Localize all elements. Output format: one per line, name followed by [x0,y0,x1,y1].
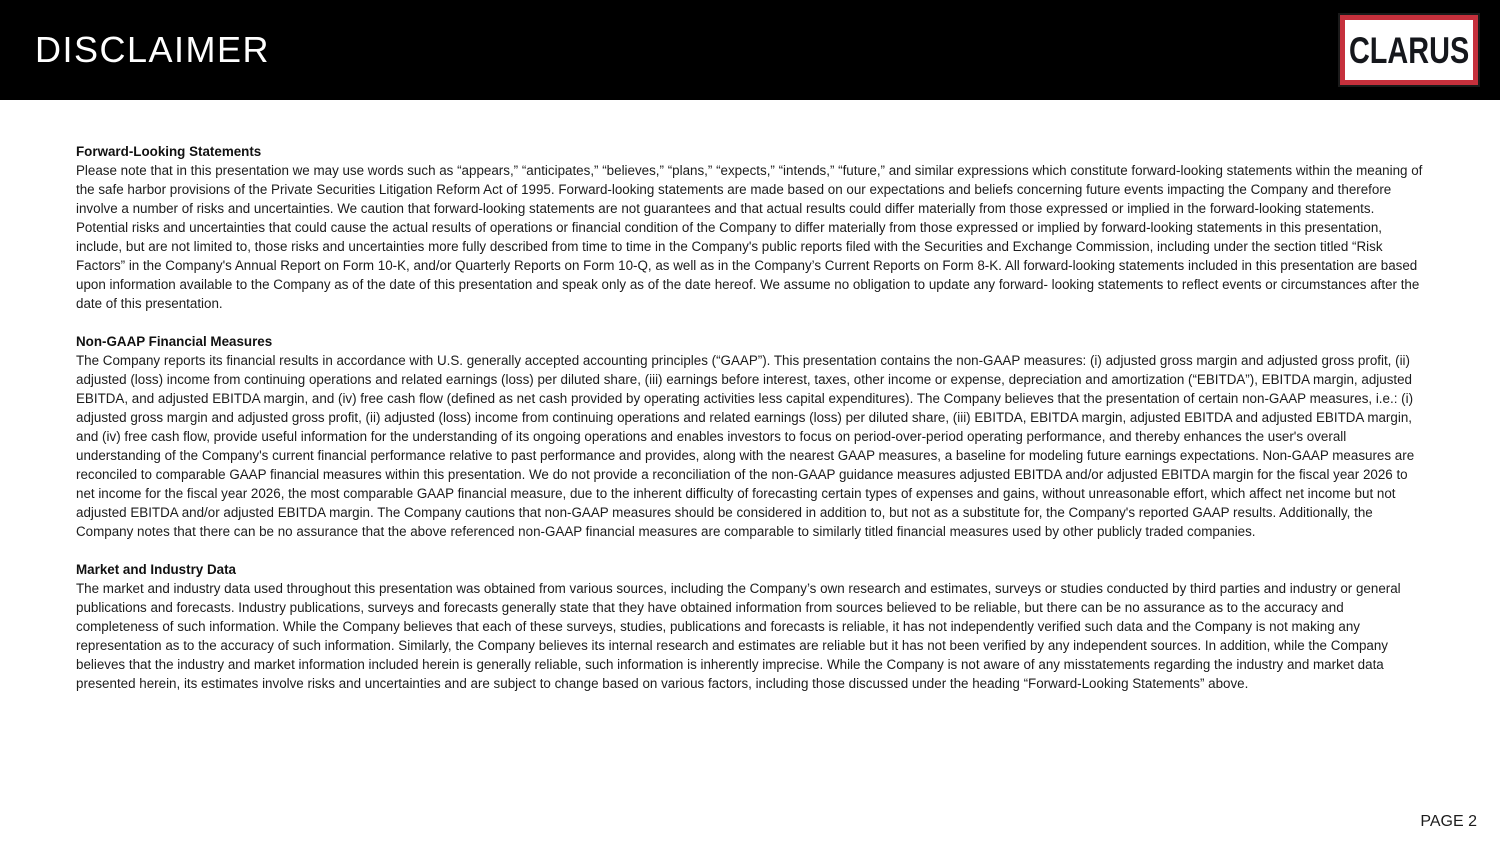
slide-header-bar [0,0,1500,100]
section-forward-looking-statements [76,142,1428,313]
page-title: DISCLAIMER [35,29,271,70]
clarus-logo [1340,15,1478,85]
section-non-gaap-financial-measures [76,332,1428,541]
section-paragraph: The Company reports its financial results in accordance with U.S. generally accepted accounting principles (“GAAP”). This presentation contains the non-GAAP measures: (i) adjusted gross margin and adjusted gross profit, (ii) adjusted (loss) income from continuing operations and related earnings (loss) per diluted share, (iii) earnings before interest, taxes, other income or expense, depreciation and amortization (“EBITDA”), EBITDA margin, adjusted EBITDA, and adjusted EBITDA margin, and (iv) free cash flow (defined as net cash provided by operating activities less capital expenditures). The Company believes that the presentation of certain non-GAAP measures, i.e.: (i) adjusted gross margin and adjusted gross profit, (ii) adjusted (loss) income from continuing operations and related earnings (loss) per diluted share, (iii) EBITDA, EBITDA margin, adjusted EBITDA and adjusted EBITDA margin, and (iv) free cash flow, provide useful information for the understanding of its ongoing operations and enables investors to focus on period-over-period operating performance, and thereby enhances the user's overall understanding of the Company's current financial performance relative to past performance and provides, along with the nearest GAAP measures, a baseline for modeling future earnings expectations. Non-GAAP measures are reconciled to comparable GAAP financial measures within this presentation. We do not provide a reconciliation of the non-GAAP guidance measures adjusted EBITDA and/or adjusted EBITDA margin for the fiscal year 2026 to net income for the fiscal year 2026, the most comparable GAAP financial measure, due to the inherent difficulty of forecasting certain types of expenses and gains, without unreasonable effort, which affect net income but not adjusted EBITDA and/or adjusted EBITDA margin. The Company cautions that non-GAAP measures should be considered in addition to, but not as a substitute for, the Company's reported GAAP results. Additionally, the Company notes that there can be no assurance that the above referenced non-GAAP financial measures are comparable to similarly titled financial measures used by other publicly traded companies. [76,353,1415,539]
page-number-label: PAGE 2 [1420,813,1477,830]
clarus-logo-text: CLARUS [1348,29,1470,71]
disclaimer-body [0,100,1500,712]
section-paragraph: Please note that in this presentation we may use words such as “appears,” “anticipates,” “believes,” “plans,” “expects,” “intends,” “future,” and similar expressions which constitute forward-looking statements within the meaning of the safe harbor provisions of the Private Securities Litigation Reform Act of 1995. Forward-looking statements are made based on our expectations and beliefs concerning future events impacting the Company and therefore involve a number of risks and uncertainties. We caution that forward-looking statements are not guarantees and that actual results could differ materially from those expressed or implied in the forward-looking statements. Potential risks and uncertainties that could cause the actual results of operations or financial condition of the Company to differ materially from those expressed or implied by forward-looking statements in this presentation, include, but are not limited to, those risks and uncertainties more fully described from time to time in the Company's public reports filed with the Securities and Exchange Commission, including under the section titled “Risk Factors” in the Company's Annual Report on Form 10-K, and/or Quarterly Reports on Form 10-Q, as well as in the Company’s Current Reports on Form 8-K. All forward-looking statements included in this presentation are based upon information available to the Company as of the date of this presentation and speak only as of the date hereof. We assume no obligation to update any forward- looking statements to reflect events or circumstances after the date of this presentation. [76,163,1423,311]
section-paragraph: The market and industry data used throughout this presentation was obtained from various sources, including the Company’s own research and estimates, surveys or studies conducted by third parties and industry or general publications and forecasts. Industry publications, surveys and forecasts generally state that they have obtained information from sources believed to be reliable, but there can be no assurance as to the accuracy and completeness of such information. While the Company believes that each of these surveys, studies, publications and forecasts is reliable, it has not independently verified such data and the Company is not making any representation as to the accuracy of such information. Similarly, the Company believes its internal research and estimates are reliable but it has not been verified by any independent sources. In addition, while the Company believes that the industry and market information included herein is generally reliable, such information is inherently imprecise. While the Company is not aware of any misstatements regarding the industry and market data presented herein, its estimates involve risks and uncertainties and are subject to change based on various factors, including those discussed under the heading “Forward-Looking Statements” above. [76,581,1401,691]
section-market-and-industry-data [76,560,1428,693]
section-heading: Market and Industry Data [76,562,236,577]
section-heading: Forward-Looking Statements [76,144,262,159]
section-heading: Non-GAAP Financial Measures [76,334,273,349]
